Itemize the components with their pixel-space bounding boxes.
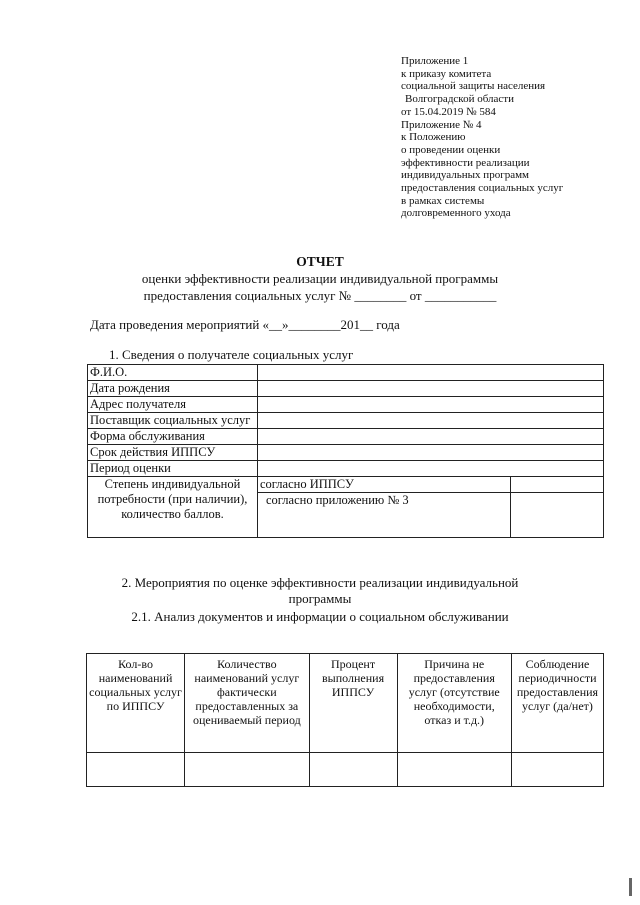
appendix-line: Приложение 1 bbox=[401, 55, 469, 67]
need-level-label: Степень индивидуальной потребности (при наличии), количество баллов. bbox=[88, 477, 258, 538]
column-header: Количество наименований услуг фактически предоставленных за оцениваемый период bbox=[185, 654, 309, 753]
table-cell bbox=[185, 753, 309, 787]
row-label: Срок действия ИППСУ bbox=[88, 445, 258, 461]
value-cell bbox=[258, 461, 604, 477]
section2-subheading: 2.1. Анализ документов и информации о социальном обслуживании bbox=[131, 609, 509, 624]
appendix-line: о проведении оценки bbox=[401, 143, 501, 156]
table-row bbox=[88, 365, 604, 381]
appendix-line: предоставления социальных услуг bbox=[401, 182, 564, 195]
value-cell bbox=[258, 445, 604, 461]
appendix-line: к приказу комитета bbox=[401, 67, 492, 80]
appendix-line: Волгоградской области bbox=[405, 93, 514, 106]
table-cell bbox=[511, 753, 603, 787]
section2-heading-line1: 2. Мероприятия по оценке эффективности реализации индивидуальной bbox=[121, 575, 519, 590]
table-row bbox=[88, 445, 604, 461]
report-subtitle-line2: предоставления социальных услуг № ________ от ___________ bbox=[143, 288, 497, 303]
appendix-line: социальной защиты населения bbox=[401, 80, 546, 93]
need-option-ippsu: согласно ИППСУ bbox=[258, 477, 511, 493]
table-row bbox=[88, 429, 604, 445]
appendix-line: индивидуальных программ bbox=[401, 169, 530, 182]
need-option-appendix: согласно приложению № 3 bbox=[258, 493, 511, 538]
row-label: Дата рождения bbox=[88, 381, 258, 397]
column-header: Соблюдение периодичности предоставления услуг (да/нет) bbox=[511, 654, 603, 753]
table-cell bbox=[87, 753, 185, 787]
value-cell bbox=[258, 429, 604, 445]
table-cell bbox=[309, 753, 397, 787]
appendix-block bbox=[401, 55, 631, 220]
appendix-line: к Положению bbox=[401, 131, 466, 144]
table-row bbox=[88, 477, 604, 493]
row-label: Ф.И.О. bbox=[88, 365, 258, 381]
table-row bbox=[88, 381, 604, 397]
value-cell bbox=[511, 493, 604, 538]
section2-heading-line2: программы bbox=[288, 591, 352, 606]
value-cell bbox=[511, 477, 604, 493]
appendix-line: долговременного ухода bbox=[401, 207, 511, 220]
scan-artifact bbox=[629, 878, 632, 896]
table-row bbox=[87, 753, 604, 787]
report-title: ОТЧЕТ bbox=[296, 254, 344, 269]
row-label: Поставщик социальных услуг bbox=[88, 413, 258, 429]
row-label: Форма обслуживания bbox=[88, 429, 258, 445]
event-date-line: Дата проведения мероприятий «__»________201__ года bbox=[90, 317, 400, 332]
column-header: Процент выполнения ИППСУ bbox=[309, 654, 397, 753]
appendix-line: эффективности реализации bbox=[401, 156, 530, 169]
documents-analysis-table bbox=[86, 653, 604, 787]
appendix-line: Приложение № 4 bbox=[401, 118, 482, 131]
value-cell bbox=[258, 381, 604, 397]
value-cell bbox=[258, 413, 604, 429]
table-row bbox=[88, 413, 604, 429]
value-cell bbox=[258, 365, 604, 381]
appendix-line: в рамках системы bbox=[401, 194, 485, 207]
column-header: Кол-во наименований социальных услуг по ИППСУ bbox=[87, 654, 185, 753]
table-cell bbox=[397, 753, 511, 787]
value-cell bbox=[258, 397, 604, 413]
recipient-info-table bbox=[87, 364, 604, 538]
section1-heading: 1. Сведения о получателе социальных услуг bbox=[109, 347, 354, 362]
table-row bbox=[88, 397, 604, 413]
table-header-row bbox=[87, 654, 604, 753]
table-row bbox=[88, 461, 604, 477]
appendix-line: от 15.04.2019 № 584 bbox=[401, 105, 496, 118]
column-header: Причина не предоставления услуг (отсутствие необходимости, отказ и т.д.) bbox=[397, 654, 511, 753]
row-label: Адрес получателя bbox=[88, 397, 258, 413]
report-subtitle-line1: оценки эффективности реализации индивидуальной программы bbox=[141, 271, 499, 286]
row-label: Период оценки bbox=[88, 461, 258, 477]
